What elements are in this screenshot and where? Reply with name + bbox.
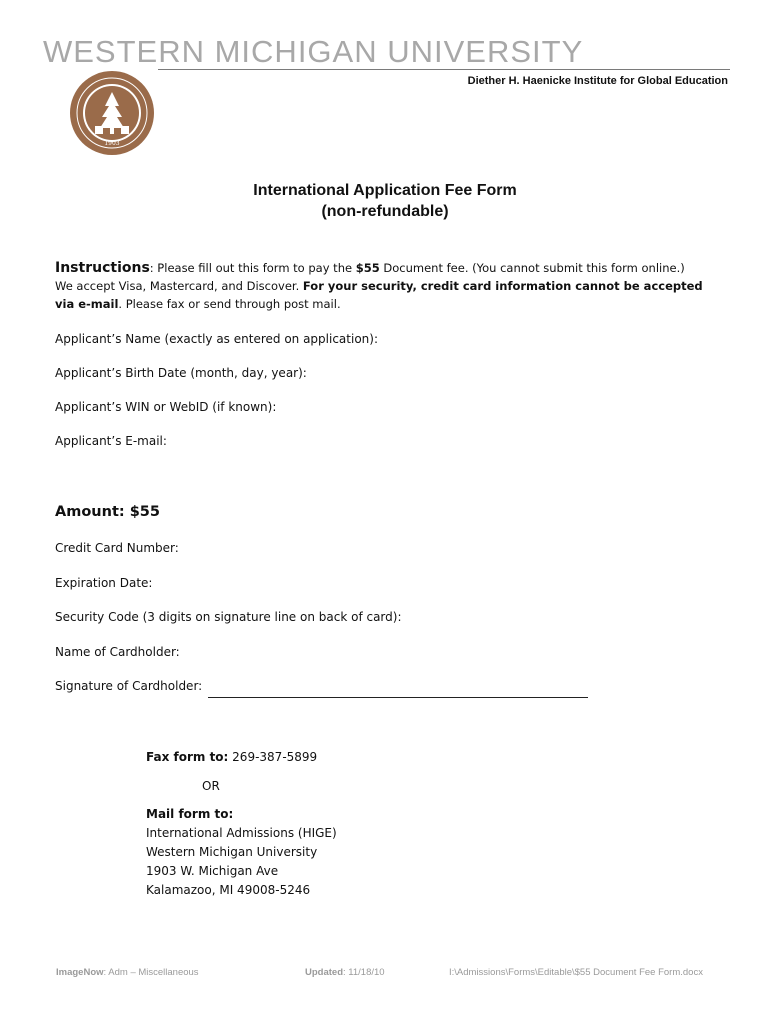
applicant-name-label: Applicant’s Name (exactly as entered on application):	[55, 332, 378, 346]
address-line: Western Michigan University	[146, 845, 318, 859]
applicant-birth-date-label: Applicant’s Birth Date (month, day, year):	[55, 366, 307, 380]
address-line: 1903 W. Michigan Ave	[146, 864, 279, 878]
amount-heading: Amount: $55	[55, 504, 160, 520]
footer-updated-value: : 11/18/10	[343, 967, 385, 978]
security-warning: For your security, credit card information cannot be accepted via e-mail	[55, 279, 703, 311]
fax-label: Fax form to:	[146, 750, 229, 764]
footer-updated-label: Updated	[305, 967, 343, 978]
applicant-win-label: Applicant’s WIN or WebID (if known):	[55, 400, 277, 414]
address-line: Kalamazoo, MI 49008-5246	[146, 883, 311, 897]
university-seal-logo	[69, 70, 155, 156]
instructions-paragraph	[55, 259, 705, 313]
instructions-lead: Instructions	[55, 260, 150, 276]
header-rule	[158, 69, 730, 70]
address-line: International Admissions (HIGE)	[146, 826, 337, 840]
form-title: International Application Fee Form	[253, 182, 517, 199]
instructions-text-3: . Please fax or send through post mail.	[118, 297, 341, 311]
mail-label: Mail form to:	[146, 807, 234, 821]
university-wordmark: WESTERN MICHIGAN UNIVERSITY	[43, 34, 584, 69]
security-code-label: Security Code (3 digits on signature line on back of card):	[55, 610, 402, 624]
fax-line	[146, 750, 317, 764]
or-separator: OR	[202, 779, 220, 793]
fax-number: 269-387-5899	[228, 750, 318, 764]
form-subtitle: (non-refundable)	[321, 203, 449, 220]
cardholder-signature-label: Signature of Cardholder:	[55, 679, 203, 693]
instructions-text-2: Document fee. (You cannot submit this form online.) We accept Visa, Mastercard, and Discover.	[55, 261, 685, 293]
fee-amount: $55	[355, 261, 380, 275]
institute-name: Diether H. Haenicke Institute for Global Education	[467, 75, 728, 87]
signature-line	[208, 697, 588, 698]
cardholder-name-label: Name of Cardholder:	[55, 645, 180, 659]
seal-year: 1903	[104, 140, 120, 147]
instructions-text-1: : Please fill out this form to pay the	[149, 261, 356, 275]
applicant-email-label: Applicant’s E-mail:	[55, 434, 167, 448]
footer-imagenow-label: ImageNow	[56, 967, 104, 978]
footer-updated	[305, 967, 385, 978]
footer-imagenow-value: : Adm – Miscellaneous	[103, 967, 199, 978]
footer-file-path: I:\Admissions\Forms\Editable\$55 Document Fee Form.docx	[449, 967, 703, 978]
footer-imagenow	[56, 967, 199, 978]
credit-card-number-label: Credit Card Number:	[55, 541, 179, 555]
expiration-date-label: Expiration Date:	[55, 576, 153, 590]
